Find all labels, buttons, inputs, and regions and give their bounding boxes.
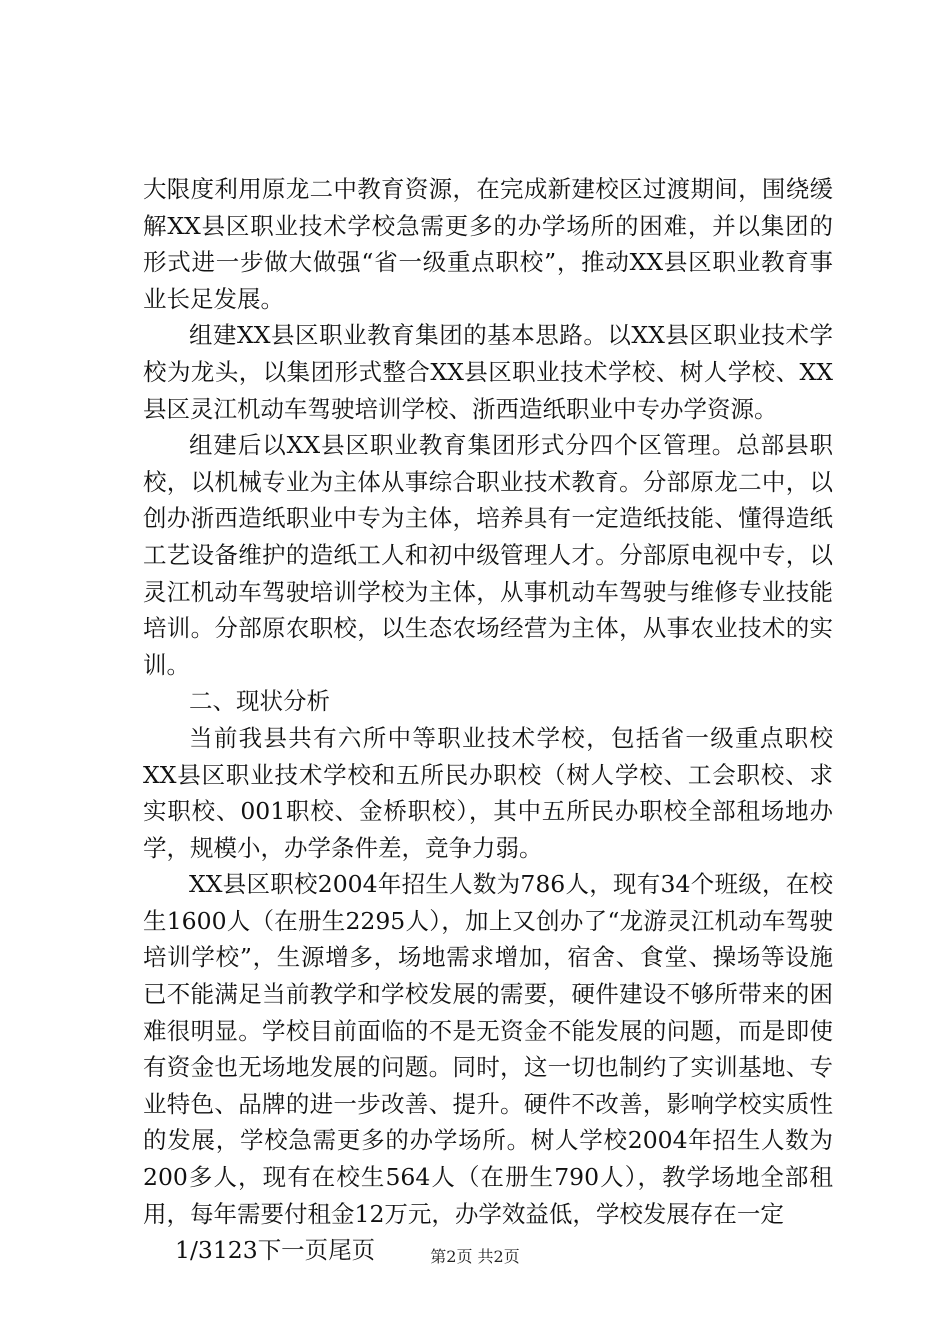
document-body bbox=[143, 171, 833, 1269]
paragraph-2: 组建XX县区职业教育集团的基本思路。以XX县区职业技术学校为龙头，以集团形式整合XX县区职业技术学校、树人学校、XX县区灵江机动车驾驶培训学校、浙西造纸职业中专办学资源。 bbox=[143, 321, 833, 423]
paragraph-3: 组建后以XX县区职业教育集团形式分四个区管理。总部县职校，以机械专业为主体从事综合职业技术教育。分部原龙二中，以创办浙西造纸职业中专为主体，培养具有一定造纸技能、懂得造纸工艺设备维护的造纸工人和初中级管理人才。分部原电视中专，以灵江机动车驾驶培训学校为主体，从事机动车驾驶与维修专业技能培训。分部原农职校，以生态农场经营为主体，从事农业技术的实训。 bbox=[143, 431, 833, 679]
page-footer: 第2页 共2页 bbox=[430, 1247, 520, 1266]
page-indicator: 1/3123 bbox=[175, 1236, 258, 1265]
last-page-link[interactable]: 尾页 bbox=[328, 1236, 376, 1265]
paragraph-4: 当前我县共有六所中等职业技术学校，包括省一级重点职校XX县区职业技术学校和五所民办职校（树人学校、工会职校、求实职校、001职校、金桥职校），其中五所民办职校全部租场地办学，规模小，办学条件差，竞争力弱。 bbox=[143, 723, 833, 862]
next-page-link[interactable]: 下一页 bbox=[257, 1236, 329, 1265]
paragraph-5: XX县区职校2004年招生人数为786人，现有34个班级，在校生1600人（在册生2295人），加上又创办了“龙游灵江机动车驾驶培训学校”，生源增多，场地需求增加，宿舍、食堂、操场等设施已不能满足当前教学和学校发展的需要，硬件建设不够所带来的困难很明显。学校目前面临的不是无资金不能发展的问题，而是即使有资金也无场地发展的问题。同时，这一切也制约了实训基地、专业特色、品牌的进一步改善、提升。硬件不改善，影响学校实质性的发展，学校急需更多的办学场所。树人学校2004年招生人数为200多人，现有在校生564人（在册生790人），教学场地全部租用，每年需要付租金12万元，办学效益低，学校发展存在一定 bbox=[143, 870, 833, 1228]
paragraph-1: 大限度利用原龙二中教育资源，在完成新建校区过渡期间，围绕缓解XX县区职业技术学校急需更多的办学场所的困难，并以集团的形式进一步做大做强“省一级重点职校”，推动XX县区职业教育事业长足发展。 bbox=[143, 175, 833, 313]
section-heading: 二、现状分析 bbox=[189, 687, 330, 716]
